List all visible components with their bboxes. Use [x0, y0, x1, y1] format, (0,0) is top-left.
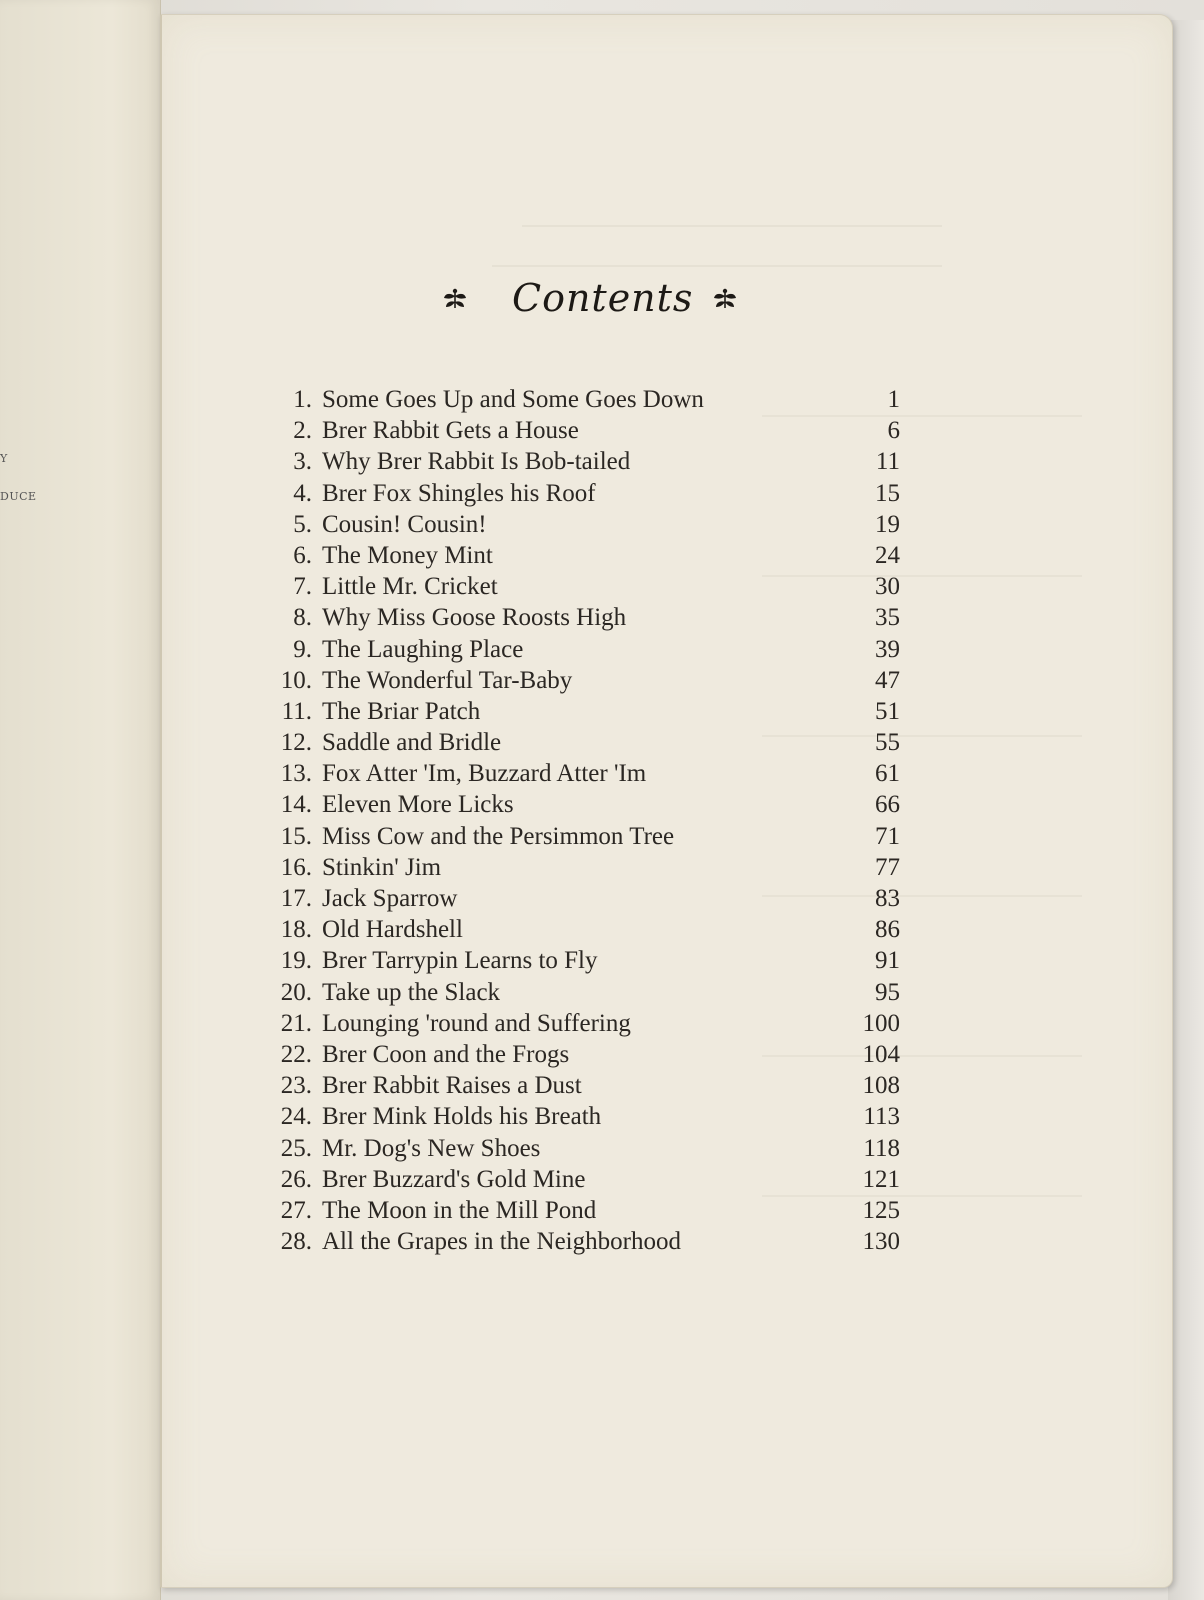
toc-entry-number: 15. [280, 822, 312, 850]
toc-entry [260, 540, 910, 571]
toc-entry-title: Some Goes Up and Some Goes Down [322, 386, 704, 413]
toc-entry-title: Jack Sparrow [322, 885, 458, 912]
toc-entry-page: 35 [875, 604, 900, 632]
toc-entry-page: 95 [875, 978, 900, 1006]
toc-entry-number: 2. [293, 417, 312, 445]
toc-entry-page: 1 [887, 386, 900, 413]
left-page-fragment: Y [0, 452, 8, 465]
toc-entry [260, 914, 910, 945]
toc-entry-number: 25. [280, 1134, 312, 1162]
toc-entry-number: 11. [281, 697, 312, 725]
toc-entry-page: 47 [875, 666, 900, 694]
toc-entry-title: The Moon in the Mill Pond [322, 1196, 597, 1224]
toc-entry-title: Miss Cow and the Persimmon Tree [322, 822, 675, 850]
show-through-line [522, 225, 942, 227]
toc-entry-page: 66 [875, 791, 900, 819]
toc-entry-page: 51 [875, 697, 900, 725]
toc-entry-page: 113 [863, 1103, 900, 1131]
toc-entry-page: 55 [875, 729, 900, 757]
toc-entry [260, 415, 910, 446]
toc-entry [260, 727, 910, 758]
toc-entry-page: 24 [875, 541, 900, 569]
toc-entry-number: 23. [280, 1072, 312, 1100]
toc-entry-page: 100 [862, 1009, 900, 1037]
toc-entry-title: Saddle and Bridle [322, 729, 502, 757]
toc-entry [260, 1039, 910, 1070]
toc-entry-title: Brer Coon and the Frogs [322, 1040, 570, 1068]
toc-entry-number: 8. [293, 604, 312, 632]
toc-entry-page: 121 [862, 1165, 900, 1193]
toc-entry-title: Why Miss Goose Roosts High [322, 604, 627, 632]
table-of-contents [260, 384, 910, 1257]
leaf-ornament-right-icon [710, 284, 740, 314]
toc-entry-title: Old Hardshell [322, 916, 463, 944]
toc-entry-number: 5. [293, 510, 312, 538]
toc-entry [260, 634, 910, 665]
toc-entry [260, 1070, 910, 1101]
toc-entry-number: 6. [293, 541, 312, 569]
toc-entry-number: 3. [293, 448, 312, 476]
toc-entry [260, 665, 910, 696]
toc-entry-number: 9. [293, 635, 312, 663]
toc-entry-page: 77 [875, 853, 900, 881]
toc-entry [260, 478, 910, 509]
toc-entry-page: 19 [875, 510, 900, 538]
left-facing-page [0, 0, 161, 1600]
toc-entry-title: Cousin! Cousin! [322, 510, 487, 538]
toc-entry [260, 977, 910, 1008]
toc-entry [260, 384, 910, 415]
toc-entry [260, 758, 910, 789]
show-through-line [492, 265, 942, 267]
toc-entry-number: 17. [280, 885, 312, 912]
toc-entry-number: 20. [280, 978, 312, 1006]
toc-entry [260, 1226, 910, 1257]
toc-entry-page: 11 [875, 448, 900, 476]
toc-entry-number: 28. [280, 1228, 312, 1256]
toc-entry [260, 945, 910, 976]
contents-heading [440, 270, 750, 326]
toc-entry-number: 16. [280, 853, 312, 881]
toc-entry-page: 6 [887, 417, 900, 445]
toc-entry-page: 104 [862, 1040, 900, 1068]
toc-entry-title: Brer Rabbit Raises a Dust [322, 1072, 582, 1100]
toc-entry-title: Brer Mink Holds his Breath [322, 1103, 602, 1131]
toc-entry-title: The Laughing Place [322, 635, 524, 663]
toc-entry-number: 21. [280, 1009, 312, 1037]
toc-entry-number: 12. [280, 729, 312, 757]
toc-entry-title: All the Grapes in the Neighborhood [322, 1228, 681, 1256]
toc-entry [260, 1164, 910, 1195]
toc-entry-page: 86 [875, 916, 900, 944]
toc-entry-title: The Money Mint [322, 541, 493, 569]
toc-entry-title: Fox Atter 'Im, Buzzard Atter 'Im [322, 760, 647, 788]
toc-entry-title: Mr. Dog's New Shoes [322, 1134, 541, 1162]
toc-entry-number: 27. [280, 1196, 312, 1224]
toc-entry-number: 22. [280, 1040, 312, 1068]
toc-entry-number: 14. [280, 791, 312, 819]
toc-entry-number: 26. [280, 1165, 312, 1193]
toc-entry-title: Brer Fox Shingles his Roof [322, 479, 596, 507]
toc-entry-title: Stinkin' Jim [322, 853, 442, 881]
toc-entry-title: Eleven More Licks [322, 791, 514, 819]
toc-entry [260, 1195, 910, 1226]
toc-entry [260, 571, 910, 602]
toc-entry-title: Why Brer Rabbit Is Bob-tailed [322, 448, 631, 476]
toc-entry-title: Take up the Slack [322, 978, 501, 1006]
toc-entry [260, 602, 910, 633]
leaf-ornament-left-icon [440, 284, 470, 314]
toc-entry-page: 39 [875, 635, 900, 663]
toc-entry-number: 24. [280, 1103, 312, 1131]
toc-entry [260, 509, 910, 540]
toc-entry-title: Little Mr. Cricket [322, 573, 498, 601]
toc-entry-title: The Briar Patch [322, 697, 481, 725]
toc-entry-page: 118 [863, 1134, 900, 1162]
toc-entry-page: 30 [875, 573, 900, 601]
toc-entry [260, 852, 910, 883]
toc-entry [260, 883, 910, 914]
toc-entry [260, 446, 910, 477]
toc-entry-page: 130 [862, 1228, 900, 1256]
toc-entry-number: 4. [293, 479, 312, 507]
toc-entry-page: 91 [875, 947, 900, 975]
toc-entry-number: 1. [293, 386, 312, 413]
page-title: Contents [512, 276, 694, 320]
toc-entry-number: 7. [293, 573, 312, 601]
toc-entry-title: Brer Tarrypin Learns to Fly [322, 947, 598, 975]
toc-entry-number: 19. [280, 947, 312, 975]
right-margin-surface [1168, 20, 1204, 1600]
toc-entry [260, 1101, 910, 1132]
toc-entry-title: The Wonderful Tar-Baby [322, 666, 573, 694]
toc-entry-number: 10. [280, 666, 312, 694]
toc-entry [260, 821, 910, 852]
toc-entry-page: 108 [862, 1072, 900, 1100]
toc-entry-page: 125 [862, 1196, 900, 1224]
toc-entry-title: Lounging 'round and Suffering [322, 1009, 631, 1037]
toc-entry-title: Brer Buzzard's Gold Mine [322, 1165, 586, 1193]
toc-entry-page: 61 [875, 760, 900, 788]
left-page-fragment: DUCE [0, 490, 37, 503]
toc-entry [260, 1133, 910, 1164]
toc-entry-page: 71 [875, 822, 900, 850]
toc-entry-title: Brer Rabbit Gets a House [322, 417, 579, 445]
toc-entry [260, 789, 910, 820]
toc-entry-number: 18. [280, 916, 312, 944]
toc-entry-page: 15 [875, 479, 900, 507]
toc-entry [260, 696, 910, 727]
toc-entry [260, 1008, 910, 1039]
toc-entry-page: 83 [875, 885, 900, 912]
toc-entry-number: 13. [280, 760, 312, 788]
